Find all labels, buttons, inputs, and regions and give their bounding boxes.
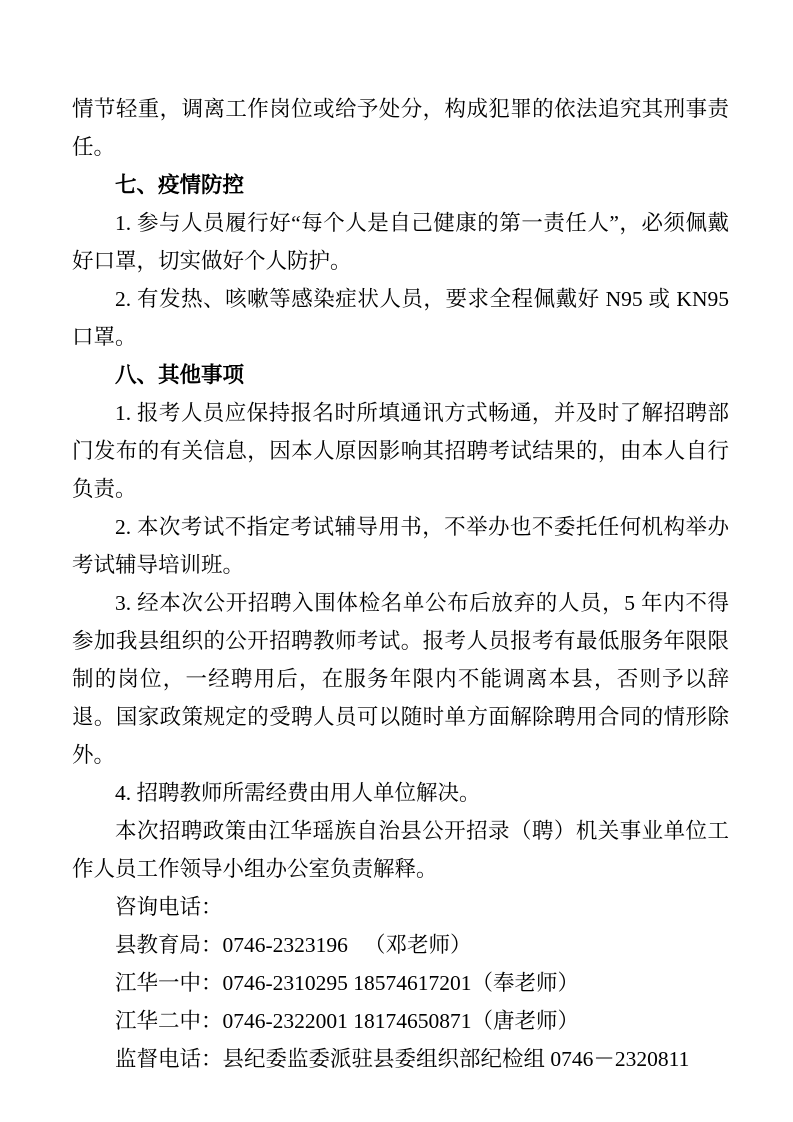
paragraph: 1. 报考人员应保持报名时所填通讯方式畅通，并及时了解招聘部门发布的有关信息，因本人原因影响其招聘考试结果的，由本人自行负责。 <box>72 401 729 501</box>
paragraph: 咨询电话： <box>115 895 223 919</box>
section-heading: 七、疫情防控 <box>115 173 245 197</box>
section-heading: 八、其他事项 <box>115 363 245 387</box>
paragraph: 情节轻重，调离工作岗位或给予处分，构成犯罪的依法追究其刑事责任。 <box>72 97 729 159</box>
paragraph: 1. 参与人员履行好“每个人是自己健康的第一责任人”，必须佩戴好口罩，切实做好个人防护。 <box>72 211 729 273</box>
paragraph: 3. 经本次公开招聘入围体检名单公布后放弃的人员，5 年内不得参加我县组织的公开招聘教师考试。报考人员报考有最低服务年限限制的岗位，一经聘用后，在服务年限内不能调离本县，否则予以辞退。国家政策规定的受聘人员可以随时单方面解除聘用合同的情形除外。 <box>72 591 729 767</box>
paragraph: 4. 招聘教师所需经费由用人单位解决。 <box>115 781 481 805</box>
paragraph: 2. 本次考试不指定考试辅导用书，不举办也不委托任何机构举办考试辅导培训班。 <box>72 515 729 577</box>
paragraph: 本次招聘政策由江华瑶族自治县公开招录（聘）机关事业单位工作人员工作领导小组办公室负责解释。 <box>72 819 729 881</box>
paragraph: 江华一中：0746-2310295 18574617201（奉老师） <box>115 971 580 995</box>
paragraph: 江华二中：0746-2322001 18174650871（唐老师） <box>115 1009 580 1033</box>
document-content <box>72 90 729 1078</box>
paragraph: 县教育局：0746-2323196 （邓老师） <box>115 933 472 957</box>
paragraph: 监督电话：县纪委监委派驻县委组织部纪检组 0746－2320811 <box>115 1047 690 1071</box>
paragraph: 2. 有发热、咳嗽等感染症状人员，要求全程佩戴好 N95 或 KN95 口罩。 <box>72 287 729 349</box>
